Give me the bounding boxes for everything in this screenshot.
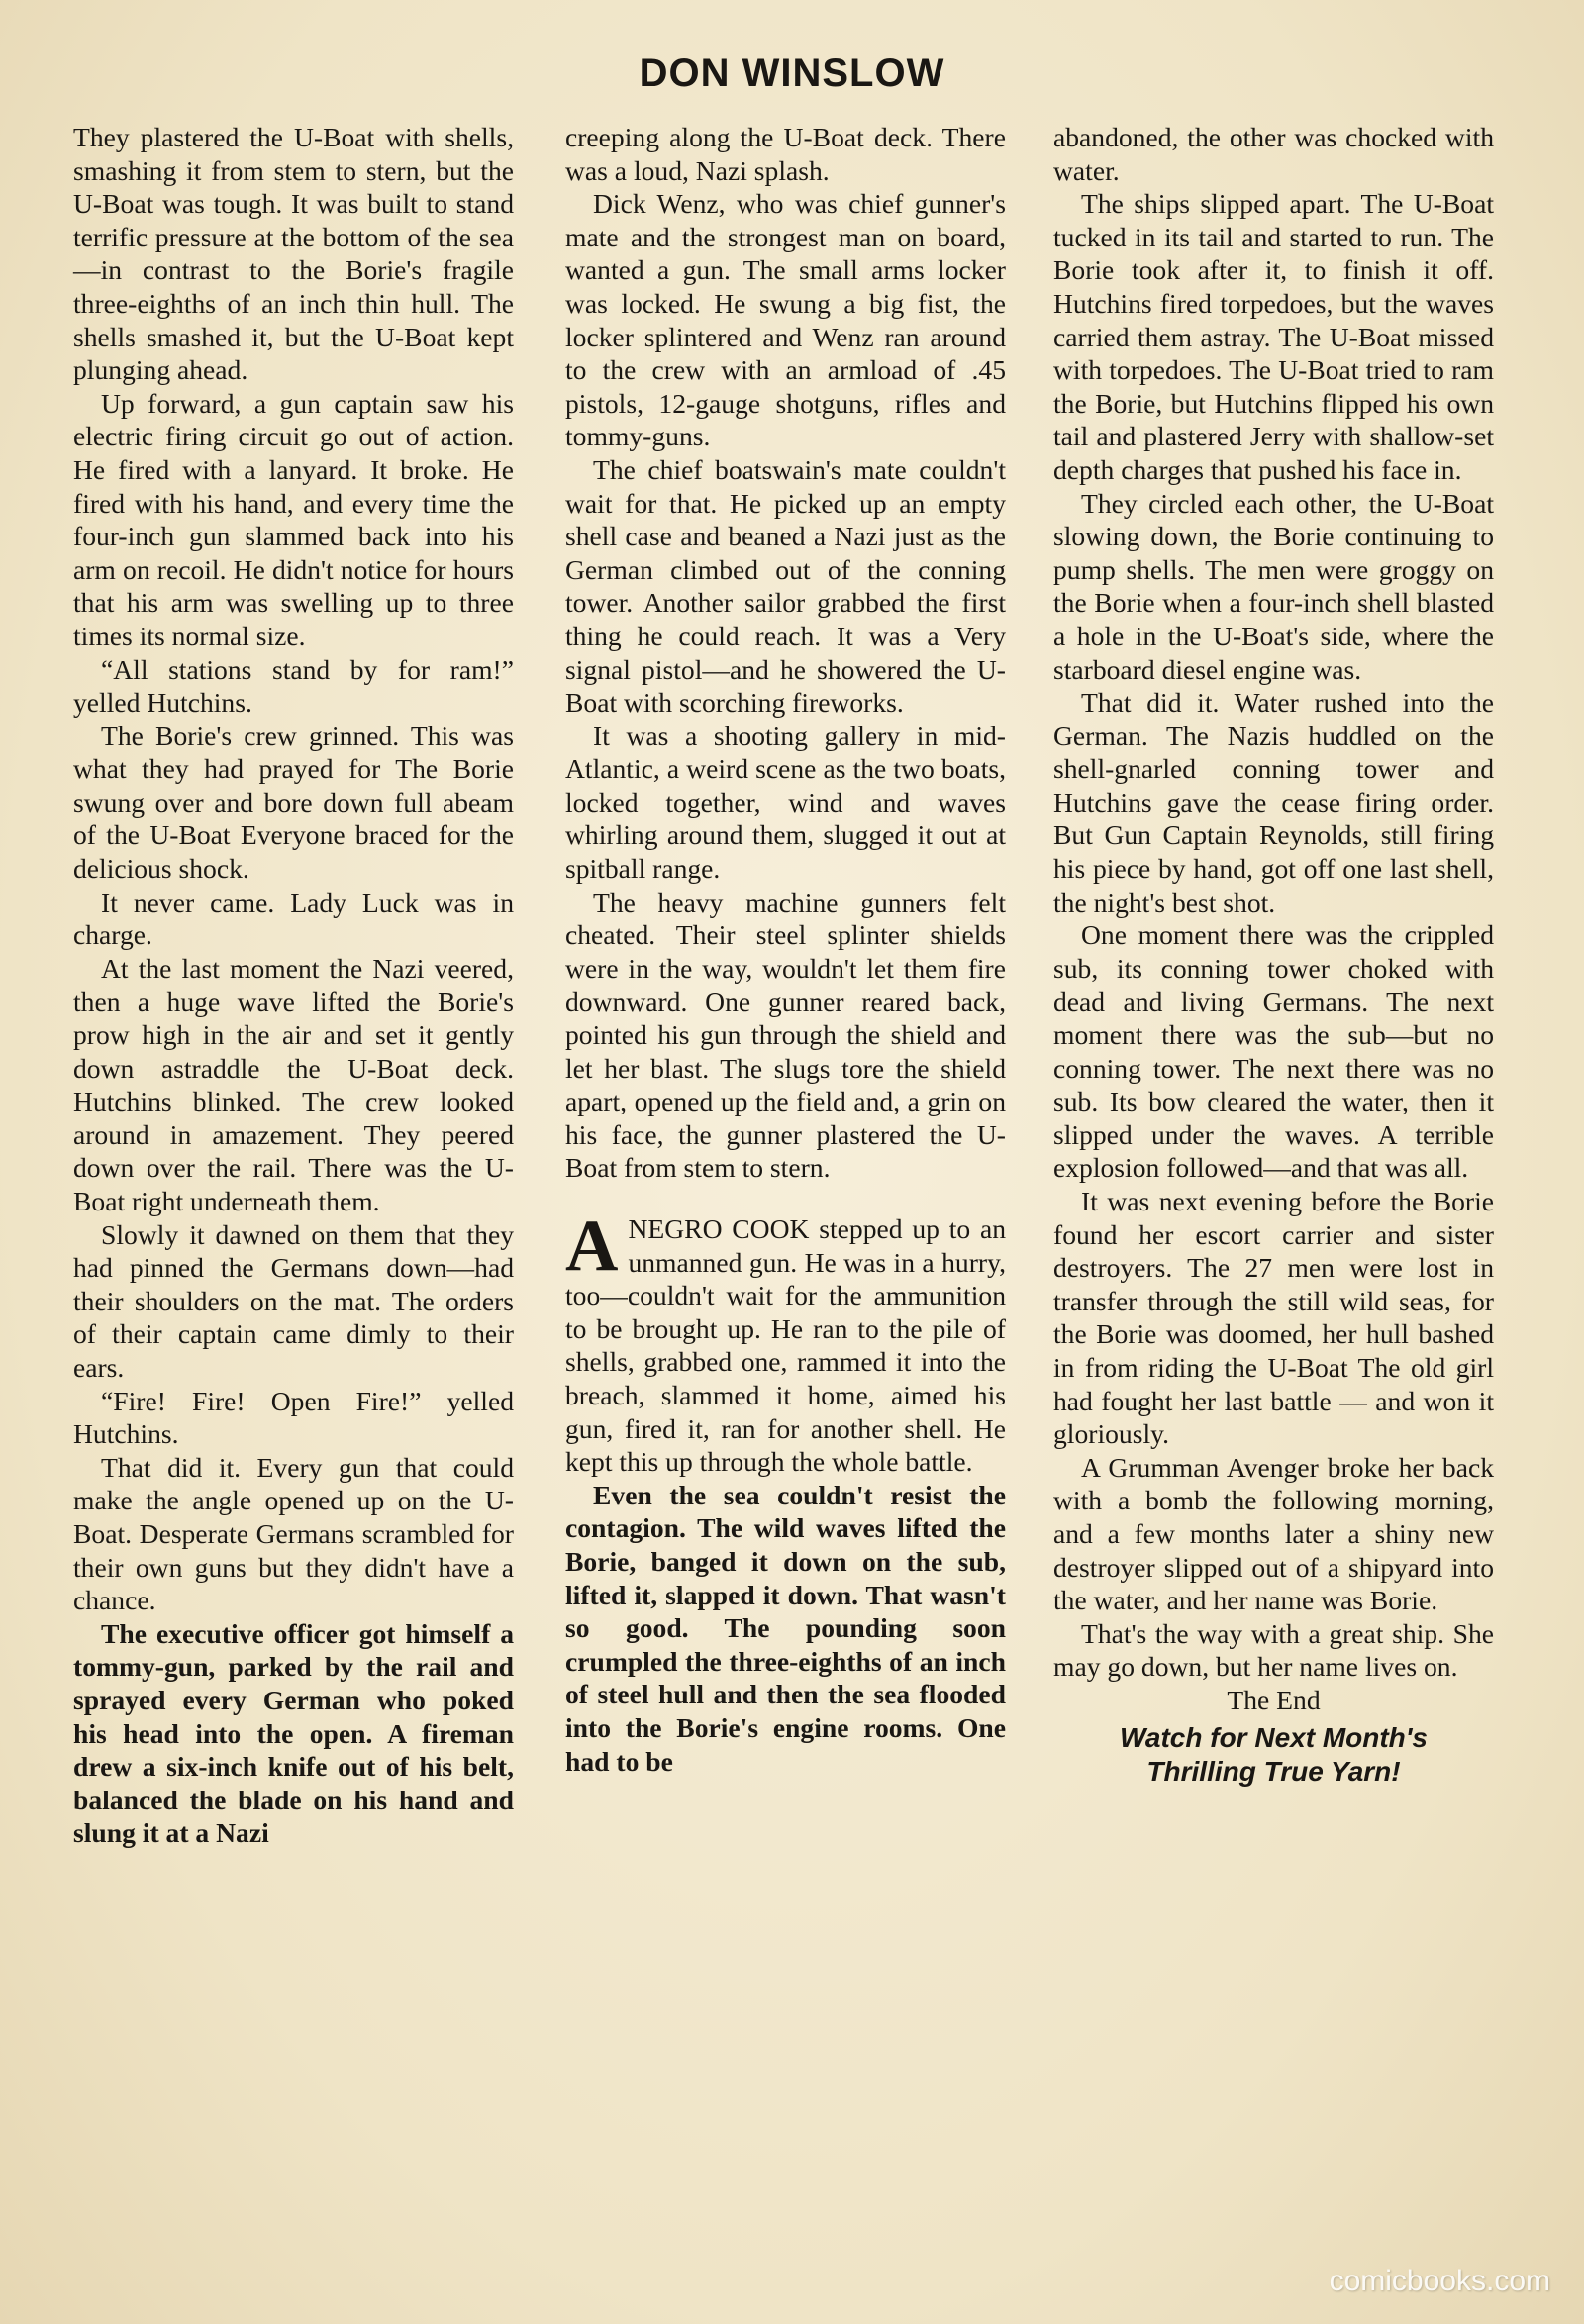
- page-header-title: DON WINSLOW: [639, 51, 945, 95]
- paragraph: Slowly it dawned on them that they had pinned the Germans down—had their shoulders on the mat. The orders of their captain came dimly to their ears.: [73, 1218, 514, 1383]
- paragraph: It never came. Lady Luck was in charge.: [73, 886, 514, 951]
- promo-line-2: Thrilling True Yarn!: [1146, 1755, 1401, 1787]
- paragraph: A Grumman Avenger broke her back with a bomb the following morning, and a few months later a shiny new destroyer slipped out of a shipyard into the water, and her name was Borie.: [1053, 1451, 1494, 1616]
- paragraph: At the last moment the Nazi veered, then a huge wave lifted the Borie's prow high in the air and set it gently down astraddle the U-Boat deck. Hutchins blinked. The crew looked around in amazement. They peered down over the rail. There was the U-Boat right underneath them.: [73, 952, 514, 1216]
- promo-line-1: Watch for Next Month's: [1119, 1721, 1429, 1753]
- paragraph: One moment there was the crippled sub, its conning tower choked with dead and living Germans. The next moment there was the sub—but no conning tower. The next there was no sub. Its bow cleared the water, then it slipped under the waves. A terrible explosion followed—and that was all.: [1053, 920, 1494, 1184]
- text-column-1: [73, 121, 514, 1850]
- paragraph: “Fire! Fire! Open Fire!” yelled Hutchins.: [73, 1385, 514, 1450]
- paragraph: That's the way with a great ship. She may go down, but her name lives on.: [1053, 1617, 1494, 1683]
- paragraph-text: NEGRO COOK stepped up to an unmanned gun. He was in a hurry, too—couldn't wait for the ammunition to be brought up. He ran to the pile of shells, grabbed one, rammed it into the breach, slammed it home, aimed his gun, fired it, ran for another shell. He kept this up through the whole battle.: [565, 1213, 1006, 1478]
- paragraph: abandoned, the other was chocked with water.: [1053, 122, 1494, 186]
- paragraph: That did it. Water rushed into the German. The Nazis huddled on the shell-gnarled conning tower and Hutchins gave the cease firing order. But Gun Captain Reynolds, still firing his piece by hand, got off one last shell, the night's best shot.: [1053, 687, 1494, 918]
- next-month-promo: [1053, 1721, 1494, 1789]
- dropcap-paragraph: [565, 1206, 1006, 1479]
- paragraph: The ships slipped apart. The U-Boat tucked in its tail and started to run. The Borie took after it, to finish it off. Hutchins fired torpedoes, but the waves carried them astray. The U-Boat missed with torpedoes. The U-Boat tried to ram the Borie, but Hutchins flipped his own tail and plastered Jerry with shallow-set depth charges that pushed his face in.: [1053, 188, 1494, 485]
- paragraph: The heavy machine gunners felt cheated. Their steel splinter shields were in the way, wouldn't let them fire downward. One gunner reared back, pointed his gun through the shield and let her blast. The slugs tore the shield apart, opened up the field and, a grin on his face, the gunner plastered the U-Boat from stem to stern.: [565, 886, 1006, 1184]
- paragraph: They circled each other, the U-Boat slowing down, the Borie continuing to pump shells. The men were groggy on the Borie when a four-inch shell blasted a hole in the U-Boat's side, where the starboard diesel engine was.: [1053, 487, 1494, 685]
- paragraph: It was a shooting gallery in mid-Atlantic, a weird scene as the two boats, locked together, wind and waves whirling around them, slugged it out at spitball range.: [565, 720, 1006, 885]
- text-column-3: [1053, 121, 1494, 1789]
- dropcap-letter: A: [565, 1206, 619, 1287]
- paragraph: Even the sea couldn't resist the contagion. The wild waves lifted the Borie, banged it down on the sub, lifted it, slapped it down. That wasn't so good. The pounding soon crumpled the three-eighths of an inch of steel hull and then the sea flooded into the Borie's engine rooms. One had to be: [565, 1479, 1006, 1777]
- paragraph: Dick Wenz, who was chief gunner's mate and the strongest man on board, wanted a gun. The small arms locker was locked. He swung a big fist, the locker splintered and Wenz ran around to the crew with an armload of .45 pistols, 12-gauge shotguns, rifles and tommy-guns.: [565, 188, 1006, 452]
- paragraph: creeping along the U-Boat deck. There was a loud, Nazi splash.: [565, 122, 1006, 186]
- paragraph: “All stations stand by for ram!” yelled Hutchins.: [73, 653, 514, 719]
- paragraph: Up forward, a gun captain saw his electric firing circuit go out of action. He fired with a lanyard. It broke. He fired with his hand, and every time the four-inch gun slammed back into his arm on recoil. He didn't notice for hours that his arm was swelling up to three times its normal size.: [73, 387, 514, 651]
- paragraph: The chief boatswain's mate couldn't wait for that. He picked up an empty shell case and beaned a Nazi just as the German climbed out of the conning tower. Another sailor grabbed the first thing he could reach. It was a Very signal pistol—and he showered the U-Boat with scorching fireworks.: [565, 453, 1006, 719]
- text-column-2: [565, 121, 1006, 1778]
- the-end-label: The End: [1227, 1684, 1321, 1715]
- paragraph: It was next evening before the Borie found her escort carrier and sister destroyers. The 27 men were lost in transfer through the still wild seas, for the Borie was doomed, her hull bashed in from riding the U-Boat The old girl had fought her last battle — and won it gloriously.: [1053, 1186, 1494, 1450]
- site-watermark: comicbooks.com: [1329, 2265, 1550, 2297]
- paragraph: The executive officer got himself a tommy-gun, parked by the rail and sprayed every German who poked his head into the open. A fireman drew a six-inch knife out of his belt, balanced the blade on his hand and slung it at a Nazi: [73, 1617, 514, 1849]
- paragraph: The Borie's crew grinned. This was what they had prayed for The Borie swung over and bore down full abeam of the U-Boat Everyone braced for the delicious shock.: [73, 720, 514, 885]
- paragraph: They plastered the U-Boat with shells, smashing it from stem to stern, but the U-Boat was tough. It was built to stand terrific pressure at the bottom of the sea—in contrast to the Borie's fragile three-eighths of an inch thin hull. The shells smashed it, but the U-Boat kept plunging ahead.: [73, 122, 514, 386]
- paragraph: That did it. Every gun that could make the angle opened up on the U-Boat. Desperate Germans scrambled for their own guns but they didn't have a chance.: [73, 1451, 514, 1616]
